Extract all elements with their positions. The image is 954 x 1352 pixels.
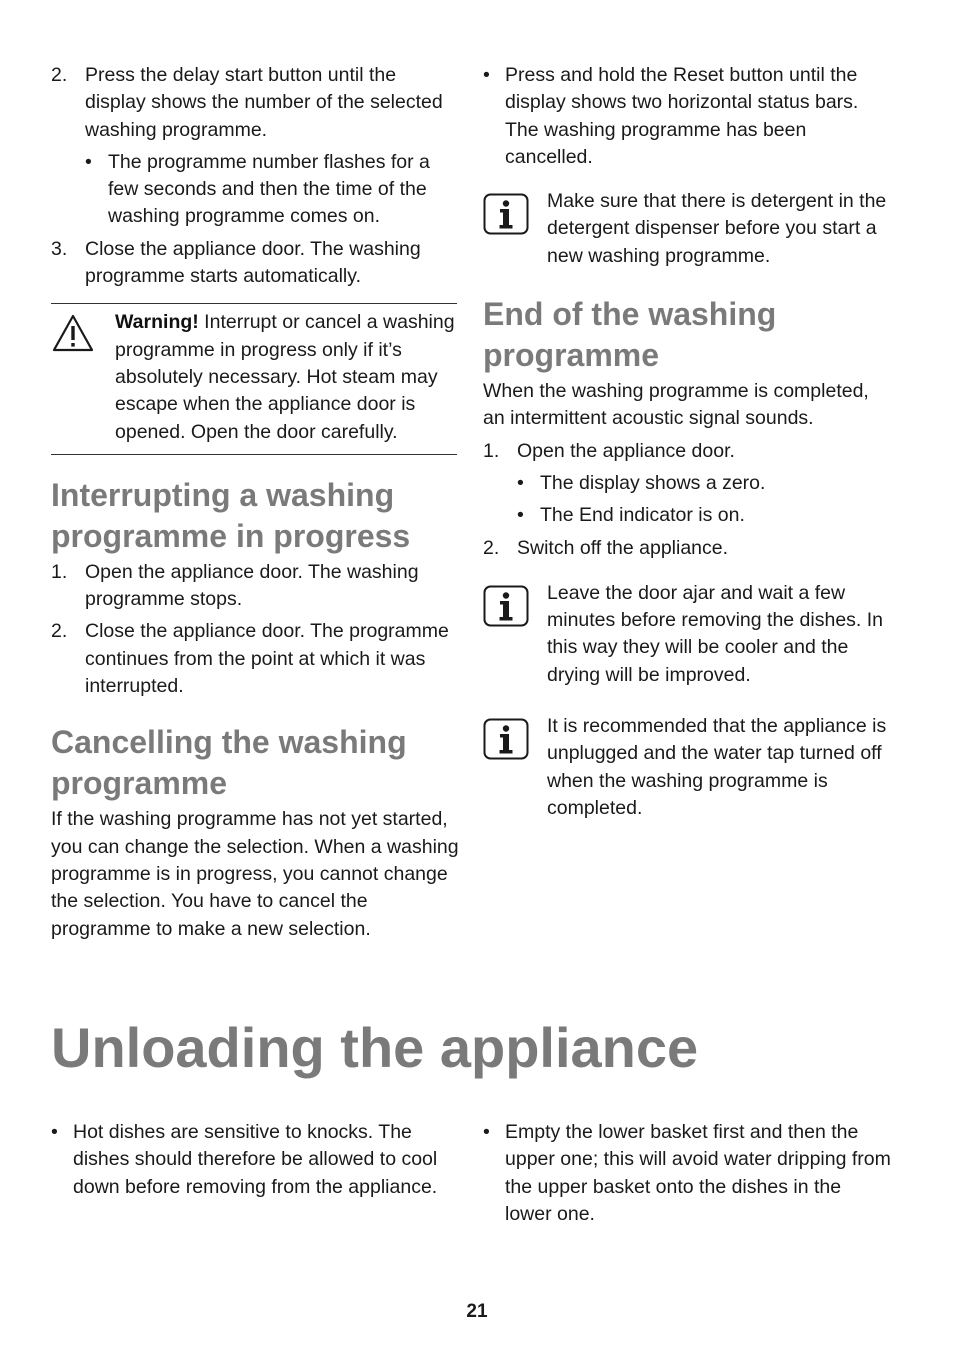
info-icon [483, 718, 529, 760]
step-text: Switch off the appliance. [517, 536, 729, 559]
unloading-bullet-hot [51, 1119, 441, 1201]
end-bullet-indicator [483, 502, 893, 529]
step-number: 2. [51, 64, 68, 86]
right-column [483, 62, 893, 827]
bullet-text: The programme number flashes for a few seconds and then the time of the washing programme comes on. [108, 150, 430, 228]
reset-bullet [483, 62, 893, 171]
info-text: Leave the door ajar and wait a few minutes before removing the dishes. In this way they will be cooler and the drying will be improved. [547, 581, 884, 686]
step-number: 3. [51, 237, 68, 260]
bullet-text: Empty the lower basket first and then the upper one; this will avoid water dripping from the upper basket onto the dishes in the lower one. [505, 1121, 891, 1225]
end-intro: When the washing programme is completed, an intermittent acoustic signal sounds. [483, 380, 869, 430]
unloading-bullet-empty [483, 1119, 893, 1228]
step-number: 1. [483, 439, 500, 462]
bullet-mark: • [51, 1121, 58, 1143]
step-text: Close the appliance door. The programme continues from the point at which it was interrupted. [85, 620, 449, 698]
cancel-text: If the washing programme has not yet started, you can change the selection. When a washing programme is in progress, you cannot change the selection. You have to cancel the programme to make a new selection. [51, 808, 459, 940]
info-text: Make sure that there is detergent in the detergent dispenser before you start a new washing programme. [547, 190, 887, 267]
info-icon [483, 585, 529, 627]
unloading-heading: Unloading the appliance [51, 1016, 699, 1079]
bullet-mark: • [85, 150, 92, 173]
flash-bullet [51, 149, 461, 231]
step-3-close [51, 236, 461, 291]
info-icon [483, 193, 529, 235]
step-text: Open the appliance door. The washing programme stops. [85, 560, 419, 611]
warning-triangle-icon [51, 313, 95, 353]
bullet-mark: • [483, 64, 490, 86]
bullet-mark: • [483, 1121, 490, 1143]
step-text: Press the delay start button until the display shows the number of the selected washing programme. [85, 64, 443, 141]
interrupt-step-2 [51, 618, 461, 700]
step-number: 2. [51, 620, 68, 643]
bullet-text: Press and hold the Reset button until the display shows two horizontal status bars. The washing programme has been cancelled. [505, 64, 859, 168]
warning-box [51, 303, 457, 454]
info-text: It is recommended that the appliance is unplugged and the water tap turned off when the washing programme is completed. [547, 715, 887, 819]
interrupt-heading: Interrupting a washing programme in progress [51, 476, 411, 554]
step-2-delay [51, 62, 461, 144]
step-text: Open the appliance door. [517, 439, 735, 462]
unloading-left [51, 1119, 441, 1206]
bullet-text: The display shows a zero. [540, 471, 766, 494]
end-step-2 [483, 535, 893, 562]
end-bullet-zero [483, 470, 893, 497]
end-heading: End of the washing programme [483, 296, 777, 374]
step-number: 1. [51, 560, 68, 583]
bullet-mark: • [517, 504, 524, 527]
info-door [483, 580, 893, 689]
bullet-text: The End indicator is on. [540, 504, 745, 527]
unloading-right [483, 1119, 893, 1233]
warning-label: Warning! [115, 311, 199, 334]
step-number: 2. [483, 536, 500, 559]
warning-text: Interrupt or cancel a washing programme in progress only if it’s absolutely necessary. Hot steam may escape when the appliance door is opened. Open the door carefully. [115, 311, 455, 443]
bullet-mark: • [517, 471, 524, 494]
info-detergent [483, 188, 893, 270]
end-step-1 [483, 438, 893, 465]
page-number: 21 [466, 1301, 488, 1322]
step-text: Close the appliance door. The washing programme starts automatically. [85, 237, 421, 288]
bullet-text: Hot dishes are sensitive to knocks. The dishes should therefore be allowed to cool down before removing from the appliance. [73, 1121, 438, 1198]
info-unplug [483, 713, 893, 822]
left-column [51, 62, 461, 948]
cancel-heading: Cancelling the washing programme [51, 724, 407, 802]
interrupt-step-1 [51, 559, 461, 614]
